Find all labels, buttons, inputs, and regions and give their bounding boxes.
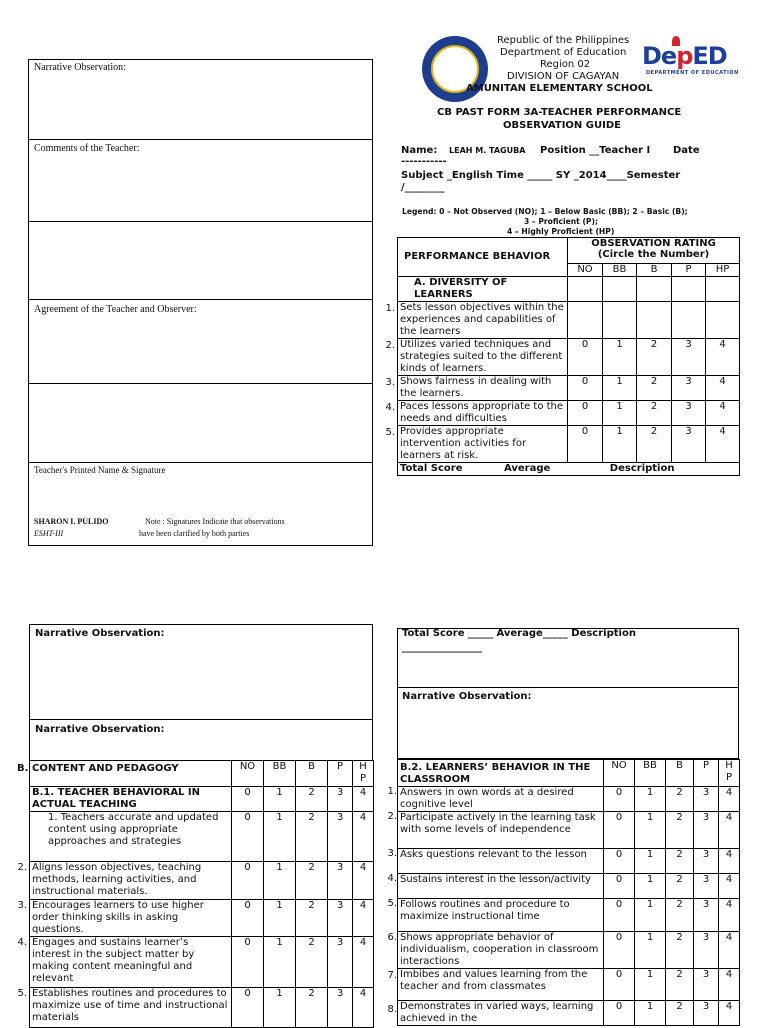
score-cell[interactable]: 3: [672, 339, 706, 376]
row-number: 4.: [17, 937, 27, 948]
score-cell[interactable]: 1: [635, 1001, 666, 1026]
score-cell[interactable]: 1: [603, 339, 637, 376]
score-cell[interactable]: 0: [604, 849, 635, 874]
table-row: Sets lesson objectives within the experiences and capabilities of the learners: [398, 302, 740, 339]
row-number: 3.: [17, 900, 27, 911]
table-row: Sustains interest in the lesson/activity 0 1 2 3 4: [398, 874, 740, 899]
divider: [28, 221, 373, 222]
score-cell[interactable]: 4: [719, 874, 740, 899]
observer-name: SHARON I. PULIDO: [34, 517, 109, 526]
score-cell[interactable]: 4: [353, 900, 374, 937]
score-cell[interactable]: 3: [328, 862, 353, 900]
note-line-2: have been clarified by both parties: [139, 529, 250, 538]
score-cell[interactable]: 3: [694, 969, 719, 1001]
row-number: 5.: [387, 898, 397, 909]
date-dashes: -----------: [401, 156, 447, 167]
score-cell[interactable]: 4: [719, 1001, 740, 1026]
rating-p: P: [672, 264, 706, 277]
divider: [29, 719, 373, 720]
date-label: Date: [673, 145, 700, 156]
score-cell[interactable]: 3: [694, 1001, 719, 1026]
name-value: LEAH M. TAGUBA: [449, 146, 526, 155]
table-row: Paces lessons appropriate to the needs and difficulties 0 1 2 3 4: [398, 401, 740, 426]
score-cell[interactable]: 2: [666, 849, 694, 874]
legend-line-3: 4 – Highly Proficient (HP): [507, 227, 615, 236]
score-cell[interactable]: 1: [603, 376, 637, 401]
score-cell[interactable]: 1: [635, 787, 666, 812]
republic-line: Republic of the Philippines: [497, 35, 630, 46]
score-cell[interactable]: 0: [232, 812, 264, 862]
table-row: Imbibes and values learning from the teacher and from classmates 0 1 2 3 4: [398, 969, 740, 1001]
score-cell[interactable]: 0: [232, 900, 264, 937]
subject-line: Subject _English Time _____ SY _2014____Semester: [401, 170, 681, 181]
section-a-title: A. DIVERSITY OF LEARNERS: [398, 277, 568, 302]
score-cell[interactable]: 1: [635, 874, 666, 899]
narrative-observation-label: Narrative Observation:: [35, 628, 165, 639]
row-number: 2.: [385, 340, 395, 351]
score-cell[interactable]: 4: [706, 426, 740, 463]
perf-behavior-header: PERFORMANCE BEHAVIOR: [398, 238, 568, 277]
score-cell[interactable]: 0: [232, 862, 264, 900]
score-cell[interactable]: 2: [296, 787, 328, 812]
score-cell[interactable]: 0: [232, 937, 264, 988]
score-cell[interactable]: 2: [296, 812, 328, 862]
deped-logo-sub: DEPARTMENT OF EDUCATION: [646, 70, 739, 76]
table-row: 1. Teachers accurate and updated content using appropriate approaches and strategies 0 1 2 3 4: [30, 812, 374, 862]
score-cell[interactable]: 2: [666, 899, 694, 932]
score-cell[interactable]: 1: [635, 969, 666, 1001]
row-number: 3.: [385, 377, 395, 388]
content-pedagogy-title: CONTENT AND PEDAGOGY: [30, 761, 232, 787]
note-line-1: Note : Signatures Indicate that observations: [145, 517, 285, 526]
score-cell[interactable]: 4: [353, 937, 374, 988]
total-score-line: Total Score _____ Average_____ Description: [402, 628, 636, 639]
rating-hp: HP: [706, 264, 740, 277]
table-a: [397, 237, 740, 476]
obs-rating-header: OBSERVATION RATING (Circle the Number): [568, 238, 740, 264]
table-row: Utilizes varied techniques and strategies suited to the different kinds of learners. 0 1 2 3 4: [398, 339, 740, 376]
score-cell[interactable]: 0: [568, 401, 603, 426]
legend-line-1: Legend: 0 – Not Observed (NO); 1 – Below Basic (BB); 2 – Basic (B);: [402, 207, 688, 216]
score-cell[interactable]: 3: [694, 899, 719, 932]
score-cell[interactable]: 2: [296, 862, 328, 900]
score-cell[interactable]: 0: [604, 1001, 635, 1026]
score-cell[interactable]: 0: [232, 988, 264, 1028]
division-line: DIVISION OF CAGAYAN: [507, 71, 620, 82]
score-cell[interactable]: 1: [264, 937, 296, 988]
score-cell[interactable]: 2: [637, 426, 672, 463]
score-cell[interactable]: 2: [666, 969, 694, 1001]
table-row: Answers in own words at a desired cognitive level 0 1 2 3 4: [398, 787, 740, 812]
score-cell[interactable]: 1: [264, 787, 296, 812]
divider: [28, 383, 373, 384]
row-number: 1.: [385, 303, 395, 314]
score-cell[interactable]: 1: [264, 988, 296, 1028]
row-number: 1.: [387, 786, 397, 797]
row-number: 3.: [387, 848, 397, 859]
school-name: AMUNITAN ELEMENTARY SCHOOL: [466, 83, 653, 94]
table-row: Participate actively in the learning task with some levels of independence 0 1 2 3 4: [398, 812, 740, 849]
score-cell[interactable]: 2: [637, 376, 672, 401]
score-cell[interactable]: 1: [635, 932, 666, 969]
row-number: 4.: [385, 402, 395, 413]
score-cell[interactable]: 1: [603, 401, 637, 426]
score-cell[interactable]: 3: [672, 401, 706, 426]
score-cell[interactable]: 1: [264, 812, 296, 862]
score-cell[interactable]: 2: [296, 988, 328, 1028]
rating-no: NO: [568, 264, 603, 277]
score-cell[interactable]: 1: [264, 862, 296, 900]
form-title-1: CB PAST FORM 3A-TEACHER PERFORMANCE: [437, 107, 682, 118]
score-cell[interactable]: 4: [719, 849, 740, 874]
position-field: Position __Teacher I: [540, 145, 651, 156]
table-row: Establishes routines and procedures to maximize use of time and instructional materials 0 1 2 3 4: [30, 988, 374, 1028]
score-cell[interactable]: 2: [666, 1001, 694, 1026]
table-b1: CONTENT AND PEDAGOGY NO BB B P H P B.1. TEACHER BEHAVIORAL IN ACTUAL TEACHING 0 1 2 3 4 1. Teachers accurate and updated content using appropriate approaches and strategies 0 1 2 3 4 Aligns lesson objectives, teaching methods, learning activities, and instructional materials. 0 1 2 3 4 Encourages learners to use higher order thinking skills in asking questions. 0 1 2 3 4 Engages and sustains learner’s interest in the subject matter by making content meaningful and relevant 0 1 2 3 4 Establishes routines and procedures to maximize use of time and instructional materials 0 1 2 3 4: [29, 760, 374, 1028]
score-cell[interactable]: 2: [637, 401, 672, 426]
score-cell[interactable]: 4: [719, 812, 740, 849]
table-row: Engages and sustains learner’s interest in the subject matter by making content meaningful and relevant 0 1 2 3 4: [30, 937, 374, 988]
score-cell[interactable]: 1: [635, 849, 666, 874]
total-score-row: Total Score Average Description: [398, 463, 740, 476]
row-number: 8.: [387, 1004, 397, 1015]
score-cell[interactable]: 3: [328, 900, 353, 937]
score-cell[interactable]: 4: [719, 787, 740, 812]
table-b2: B.2. LEARNERS’ BEHAVIOR IN THE CLASSROOM NO BB B P H P Answers in own words at a desired cognitive level 0 1 2 3 4 Participate actively in the learning task with some levels of independence 0 1 2 3 4 Asks questions relevant to the lesson 0 1 2 3 4 Sustains interest in the lesson/activity 0 1 2 3 4 Follows routines and procedure to maximize instructional time 0 1 2 3 4 Shows appropriate behavior of individualism, cooperation in classroom interactions 0 1 2 3 4 Imbibes and values learning from the teacher and from classmates 0 1 2 3 4 Demonstrates in varied ways, learning achieved in the 0 1 2 3 4: [397, 759, 740, 1026]
table-row: Asks questions relevant to the lesson 0 1 2 3 4: [398, 849, 740, 874]
score-cell[interactable]: 0: [604, 812, 635, 849]
score-cell[interactable]: 4: [706, 376, 740, 401]
score-cell[interactable]: 3: [672, 376, 706, 401]
score-cell[interactable]: 4: [719, 969, 740, 1001]
score-cell[interactable]: 3: [694, 932, 719, 969]
rating-bb: BB: [603, 264, 637, 277]
narrative-observation-label: Narrative Observation:: [402, 691, 532, 702]
table-row: Aligns lesson objectives, teaching methods, learning activities, and instructional materials. 0 1 2 3 4: [30, 862, 374, 900]
deped-logo: DepED: [642, 42, 727, 70]
agreement-label: Agreement of the Teacher and Observer:: [34, 304, 197, 315]
score-cell[interactable]: 4: [353, 862, 374, 900]
score-cell[interactable]: 2: [666, 932, 694, 969]
row-number: 5.: [385, 427, 395, 438]
score-cell[interactable]: 3: [328, 988, 353, 1028]
comments-label: Comments of the Teacher:: [34, 143, 140, 154]
score-cell[interactable]: 2: [666, 812, 694, 849]
row-number: 2.: [17, 862, 27, 873]
department-line: Department of Education: [500, 47, 627, 58]
section-b-letter: B.: [17, 763, 29, 774]
row-number: 6.: [387, 932, 397, 943]
table-row: Demonstrates in varied ways, learning achieved in the 0 1 2 3 4: [398, 1001, 740, 1026]
divider: [397, 687, 739, 688]
form-title-2: OBSERVATION GUIDE: [503, 120, 621, 131]
printed-name-label: Teacher's Printed Name & Signature: [34, 465, 166, 475]
score-cell[interactable]: 0: [568, 376, 603, 401]
score-cell[interactable]: 0: [604, 787, 635, 812]
row-number: 5.: [17, 988, 27, 999]
table-row: Shows fairness in dealing with the learners. 0 1 2 3 4: [398, 376, 740, 401]
score-cell[interactable]: 3: [694, 874, 719, 899]
narrative-observation-label: Narrative Observation:: [35, 724, 165, 735]
table-row: Shows appropriate behavior of individualism, cooperation in classroom interactions 0 1 2 3 4: [398, 932, 740, 969]
rating-b: B: [637, 264, 672, 277]
score-cell[interactable]: 4: [353, 812, 374, 862]
row-number: 2.: [387, 811, 397, 822]
legend-line-2: 3 – Proficient (P);: [524, 217, 599, 226]
b1-title: B.1. TEACHER BEHAVIORAL IN ACTUAL TEACHING: [30, 787, 232, 812]
score-cell[interactable]: 3: [694, 812, 719, 849]
score-cell[interactable]: 3: [694, 849, 719, 874]
score-cell[interactable]: 2: [666, 787, 694, 812]
total-score-underline: ________________: [402, 642, 482, 653]
score-cell[interactable]: 0: [604, 899, 635, 932]
score-cell[interactable]: 4: [706, 401, 740, 426]
table-row: Follows routines and procedure to maximize instructional time 0 1 2 3 4: [398, 899, 740, 932]
score-cell[interactable]: 4: [719, 932, 740, 969]
score-cell[interactable]: 3: [328, 937, 353, 988]
score-cell[interactable]: 1: [635, 812, 666, 849]
score-cell[interactable]: 0: [568, 339, 603, 376]
score-cell[interactable]: 4: [719, 899, 740, 932]
row-number: 7.: [387, 970, 397, 981]
row-number: 4.: [387, 873, 397, 884]
score-cell[interactable]: 2: [296, 937, 328, 988]
score-cell[interactable]: 2: [666, 874, 694, 899]
table-row: Encourages learners to use higher order thinking skills in asking questions. 0 1 2 3 4: [30, 900, 374, 937]
score-cell[interactable]: 3: [328, 812, 353, 862]
score-cell[interactable]: 0: [604, 932, 635, 969]
b2-title: B.2. LEARNERS’ BEHAVIOR IN THE CLASSROOM: [398, 760, 604, 787]
score-cell[interactable]: 4: [353, 787, 374, 812]
semester-slash: /________: [401, 182, 445, 193]
score-cell[interactable]: 0: [604, 969, 635, 1001]
divider: [28, 462, 373, 463]
divider: [28, 139, 373, 140]
table-row: Provides appropriate intervention activities for learners at risk. 0 1 2 3 4: [398, 426, 740, 463]
name-label: Name:: [401, 145, 438, 156]
score-cell[interactable]: 4: [353, 988, 374, 1028]
score-cell[interactable]: 0: [232, 787, 264, 812]
score-cell[interactable]: 1: [635, 899, 666, 932]
score-cell[interactable]: 3: [328, 787, 353, 812]
region-line: Region 02: [540, 59, 591, 70]
score-cell[interactable]: 1: [264, 900, 296, 937]
left-narrative-box: [29, 624, 373, 761]
observer-title: ESHT-III: [34, 529, 64, 538]
score-cell[interactable]: 2: [637, 339, 672, 376]
score-cell[interactable]: 1: [603, 426, 637, 463]
score-cell[interactable]: 0: [568, 426, 603, 463]
score-cell[interactable]: 3: [694, 787, 719, 812]
narrative-observation-label: Narrative Observation:: [34, 62, 126, 73]
score-cell[interactable]: 3: [672, 426, 706, 463]
divider: [28, 299, 373, 300]
score-cell[interactable]: 0: [604, 874, 635, 899]
score-cell[interactable]: 4: [706, 339, 740, 376]
score-cell[interactable]: 2: [296, 900, 328, 937]
